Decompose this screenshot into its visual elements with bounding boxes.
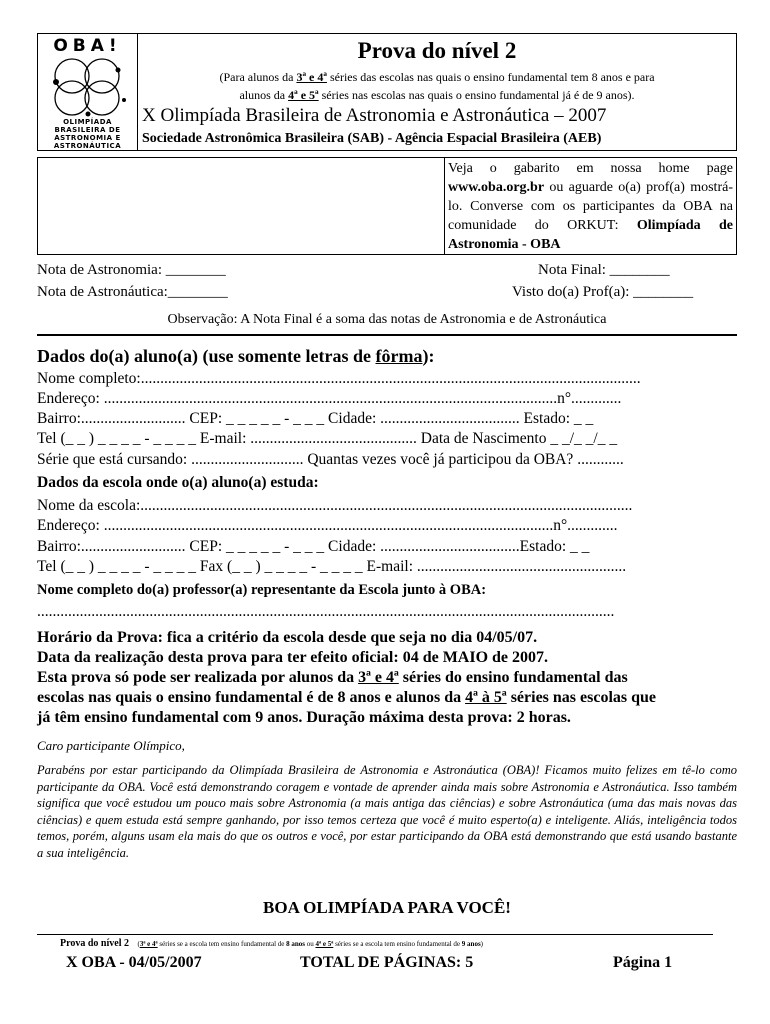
footer-total-pages: TOTAL DE PÁGINAS: 5 [300,954,474,971]
astronautics-grade: Nota de Astronáutica:________ [37,284,228,300]
footer-line [37,934,713,935]
oba-logo [38,34,138,150]
student-heading [37,346,434,367]
logo-subtitle-line: OLIMPÍADA [63,118,112,126]
eligibility-text: séries do ensino fundamental das [398,669,628,686]
eligibility-grades: 3ª e 4ª [358,669,399,686]
logo-text: OBA! [53,36,122,56]
subtitle-text: (Para alunos da [219,70,297,84]
heading-emphasis: fôrma [375,346,423,366]
student-phone-field[interactable]: Tel (_ _ ) _ _ _ _ - _ _ _ _ E-mail: ........................................... Data de Nascimento _ _/_ _/_ _ [37,430,618,447]
footer-level-line [60,938,483,949]
eligibility-text: séries nas escolas que [506,689,657,706]
heading-text: ): [422,346,435,366]
answer-key-note [448,159,733,254]
society-name: Sociedade Astronômica Brasileira (SAB) - Agência Espacial Brasileira (AEB) [142,131,602,146]
eligibility-grades: 4ª à 5ª [465,689,507,706]
note-part: ( [137,940,140,948]
logo-subtitle-line: ASTRONÁUTICA [53,142,122,150]
eligibility-text: escolas nas quais o ensino fundamental é de 8 anos e alunos da [37,689,466,706]
eligibility-text: Esta prova só pode ser realizada por alunos da [37,669,359,686]
subtitle-grades: 4ª e 5ª [288,88,319,102]
student-name-field[interactable]: Nome completo:................................................................................................................................. [37,370,641,387]
student-district-field[interactable]: Bairro:........................... CEP: _ _ _ _ _ - _ _ _ Cidade: .................................... Estado: _ _ [37,410,594,427]
exam-schedule: Horário da Prova: fica a critério da escola desde que seja no dia 04/05/07. [37,629,538,646]
logo-subtitle-line: ASTRONOMIA E [54,134,121,142]
subtitle-text: séries nas escolas nas quais o ensino fundamental já é de 9 anos). [318,88,635,102]
note-part: ou [305,940,316,948]
teacher-visa: Visto do(a) Prof(a): ________ [512,284,694,300]
note-part: séries se a escola tem ensino fundamental de [157,940,287,948]
observation-note: Observação: A Nota Final é a soma das notas de Astronomia e de Astronáutica [167,312,607,327]
footer-date: X OBA - 04/05/2007 [66,954,202,971]
exam-eligibility [37,688,737,708]
footer-level: Prova do nível 2 [60,938,129,949]
school-address-field[interactable]: Endereço: ....................................................................................................................n°............. [37,517,618,534]
note-part: ) [480,940,484,948]
logo-subtitle [38,118,137,150]
note-part: 4ª e 5ª [315,940,334,948]
teacher-heading: Nome completo do(a) professor(a) representante da Escola junto à OBA: [37,582,487,598]
school-name-field[interactable]: Nome da escola:............................................................................................................................... [37,497,633,514]
subtitle-grades: 3ª e 4ª [296,70,327,84]
subtitle-text: alunos da [239,88,289,102]
subtitle [138,68,736,104]
subtitle-text: séries das escolas nas quais o ensino fundamental tem 8 anos e para [326,70,655,84]
school-heading: Dados da escola onde o(a) aluno(a) estuda: [37,474,319,491]
teacher-name-field[interactable]: ..................................................................................................................................................... [37,603,615,620]
footer-page-number: Página 1 [613,954,673,971]
community-name: Olimpíada de Astronomia - OBA [448,218,733,252]
note-part: 8 anos [286,940,305,948]
exam-info [37,628,737,728]
header-box [37,33,737,151]
school-phone-field[interactable]: Tel (_ _ ) _ _ _ _ - _ _ _ _ Fax (_ _ ) _ _ _ _ - _ _ _ _ E-mail: ...................................................... [37,558,627,575]
heading-text: Dados do(a) aluno(a) (use somente letras de [37,346,376,366]
page-title: Prova do nível 2 [357,38,517,63]
note-text: ou aguarde o(a) prof(a) mostrá-lo. Converse com os participantes da OBA na comunidade do ORKUT: [448,180,733,233]
grading-box [37,157,737,255]
student-grade-field[interactable]: Série que está cursando: ............................. Quantas vezes você já participou da OBA? ............ [37,451,624,468]
student-address-field[interactable]: Endereço: .....................................................................................................................n°............. [37,390,622,407]
school-district-field[interactable]: Bairro:........................... CEP: _ _ _ _ _ - _ _ _ Cidade: ....................................Estado: _ _ [37,538,590,555]
final-grade: Nota Final: ________ [538,262,670,278]
footer-small-note [137,940,483,948]
astronomy-grade: Nota de Astronomia: ________ [37,262,226,278]
logo-subtitle-line: BRASILEIRA DE [54,126,121,134]
note-part: 3ª e 4ª [139,940,158,948]
box-divider [444,158,445,254]
olympiad-name: X Olimpíada Brasileira de Astronomia e Astronáutica – 2007 [142,105,607,126]
closing-message: BOA OLIMPÍADA PARA VOCÊ! [263,898,511,917]
note-part: séries se a escola tem ensino fundamental de [333,940,462,948]
exam-date: Data da realização desta prova para ter efeito oficial: 04 de MAIO de 2007. [37,649,549,666]
letter-body: Parabéns por estar participando da Olimpíada Brasileira de Astronomia e Astronáutica (OBA)! Ficamos muito felizes em tê-lo como participante da OBA. Você está demonstrando coragem e vontade de aprender ainda mais sobre Astronomia e Astronáutica. Isso também significa que você estudou um pouco mais sobre Astronomia (a mais antiga das ciências) e sobre Astronáutica (uma das mais novas das ciências) e quem estuda está sempre ganhando, por isso temos certeza que você é muito esperto(a) e inteligente. Aliás, inteligência todos temos, porém, alguns usam ela mais do que os outros e você, por estar participando da OBA está demonstrando que está usando bastante a sua inteligência. [37,763,737,860]
exam-duration: já têm ensino fundamental com 9 anos. Duração máxima desta prova: 2 horas. [37,709,571,726]
letter-greeting: Caro participante Olímpico, [37,738,185,753]
note-part: 9 anos [461,940,481,948]
exam-eligibility [37,668,737,688]
website-link[interactable]: www.oba.org.br [448,180,545,195]
separator-line [37,334,737,336]
note-text: Veja o gabarito em nossa home page [448,161,733,176]
orbit-rings-icon [44,54,132,118]
